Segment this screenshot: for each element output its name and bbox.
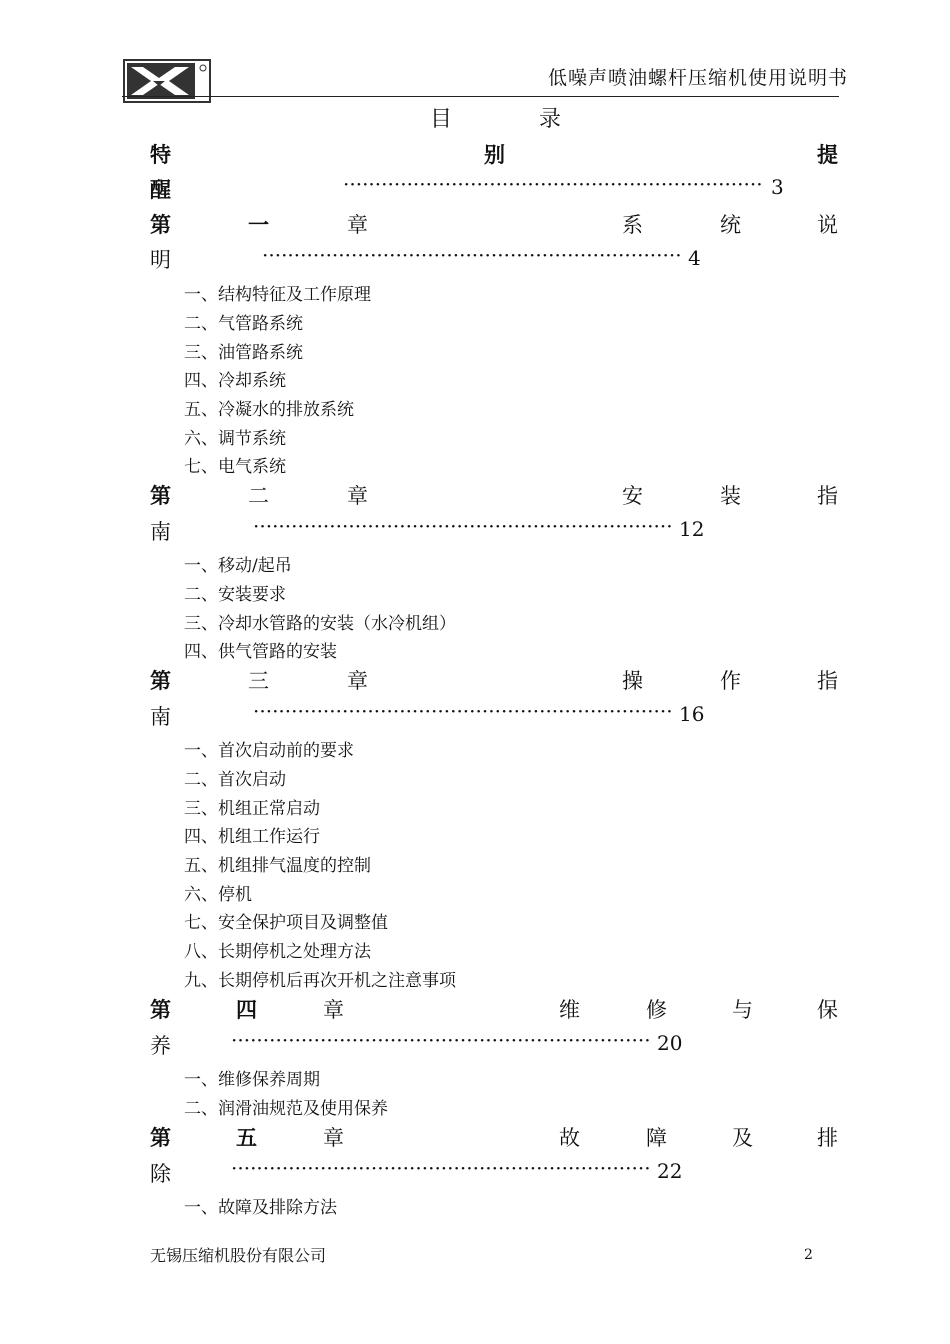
ch1-item-3: 三、油管路系统 [184,343,303,363]
ch2-item-3: 三、冷却水管路的安装（水冷机组） [184,614,456,634]
ch1-char-3: 章 [347,213,368,237]
ch4-char-1: 第 [150,997,171,1022]
ch5-char-1: 第 [150,1125,171,1150]
special-char-2: 别 [484,142,505,167]
ch4-item-1: 一、维修保养周期 [184,1070,320,1090]
ch4-char-3: 章 [323,998,344,1022]
ch3-item-8: 八、长期停机之处理方法 [184,942,371,962]
ch2-item-4: 四、供气管路的安装 [184,642,337,662]
footer-company: 无锡压缩机股份有限公司 [150,1246,327,1265]
ch5-last-char: 除 [150,1162,171,1186]
special-char-3: 提 [817,142,838,167]
ch4-char-7: 保 [817,998,838,1022]
header-rule [122,96,839,97]
footer-page-number: 2 [804,1247,813,1263]
ch2-item-2: 二、安装要求 [184,585,286,605]
ch2-char-3: 章 [347,484,368,508]
ch4-char-5: 修 [646,998,667,1022]
ch3-item-2: 二、首次启动 [184,770,286,790]
ch3-char-1: 第 [150,668,171,693]
ch3-item-9: 九、长期停机后再次开机之注意事项 [184,971,456,991]
ch3-item-3: 三、机组正常启动 [184,799,320,819]
ch4-leader-dots: ·································································· [231,1028,651,1052]
ch2-char-4: 安 [622,484,643,508]
ch5-page-number: 22 [657,1159,683,1183]
ch3-item-1: 一、首次启动前的要求 [184,741,354,761]
toc-title-char-1: 目 [430,107,453,132]
ch3-char-4: 操 [622,669,643,693]
ch1-char-1: 第 [150,212,171,237]
ch1-item-4: 四、冷却系统 [184,371,286,391]
special-char-1: 特 [150,142,171,167]
special-leader-dots: ·································································· [343,172,763,196]
ch1-char-4: 系 [622,213,643,237]
ch1-last-char: 明 [150,248,171,272]
ch3-char-5: 作 [720,669,741,693]
ch3-char-6: 指 [817,669,838,693]
ch2-char-6: 指 [817,484,838,508]
ch1-char-6: 说 [817,213,838,237]
ch5-char-2: 五 [236,1125,257,1150]
ch4-page-number: 20 [657,1031,683,1055]
ch5-char-3: 章 [323,1126,344,1150]
ch5-leader-dots: ·································································· [231,1156,651,1180]
ch3-item-7: 七、安全保护项目及调整值 [184,913,388,933]
ch3-item-6: 六、停机 [184,885,252,905]
ch4-last-char: 养 [150,1034,171,1058]
ch1-page-number: 4 [688,246,701,270]
ch4-char-2: 四 [236,997,257,1022]
ch1-item-7: 七、电气系统 [184,457,286,477]
header-doc-title: 低噪声喷油螺杆压缩机使用说明书 [548,67,849,89]
ch2-page-number: 12 [679,517,705,541]
ch1-char-2: 一 [248,212,269,237]
ch1-item-1: 一、结构特征及工作原理 [184,285,371,305]
ch1-char-5: 统 [720,213,741,237]
ch3-item-4: 四、机组工作运行 [184,827,320,847]
ch1-item-2: 二、气管路系统 [184,314,303,334]
ch1-item-6: 六、调节系统 [184,429,286,449]
special-last-char: 醒 [150,177,171,202]
ch3-char-2: 三 [248,669,269,693]
ch1-leader-dots: ·································································· [262,243,682,267]
ch3-char-3: 章 [347,669,368,693]
company-logo [123,58,211,104]
ch2-char-1: 第 [150,483,171,508]
ch5-item-1: 一、故障及排除方法 [184,1198,337,1218]
ch5-char-7: 排 [817,1126,838,1150]
ch2-last-char: 南 [150,520,171,544]
special-page-number: 3 [771,175,784,199]
ch2-item-1: 一、移动/起吊 [184,556,292,576]
ch3-page-number: 16 [679,702,705,726]
ch3-last-char: 南 [150,705,171,729]
ch4-item-2: 二、润滑油规范及使用保养 [184,1099,388,1119]
ch5-char-4: 故 [559,1126,580,1150]
ch2-char-2: 二 [248,484,269,508]
ch4-char-4: 维 [559,998,580,1022]
ch5-char-5: 障 [646,1126,667,1150]
toc-title-char-2: 录 [539,107,562,132]
ch3-item-5: 五、机组排气温度的控制 [184,856,371,876]
ch2-char-5: 装 [720,484,741,508]
ch2-leader-dots: ·································································· [253,514,673,538]
ch5-char-6: 及 [732,1126,753,1150]
ch4-char-6: 与 [732,998,753,1022]
ch3-leader-dots: ·································································· [253,699,673,723]
ch1-item-5: 五、冷凝水的排放系统 [184,400,354,420]
